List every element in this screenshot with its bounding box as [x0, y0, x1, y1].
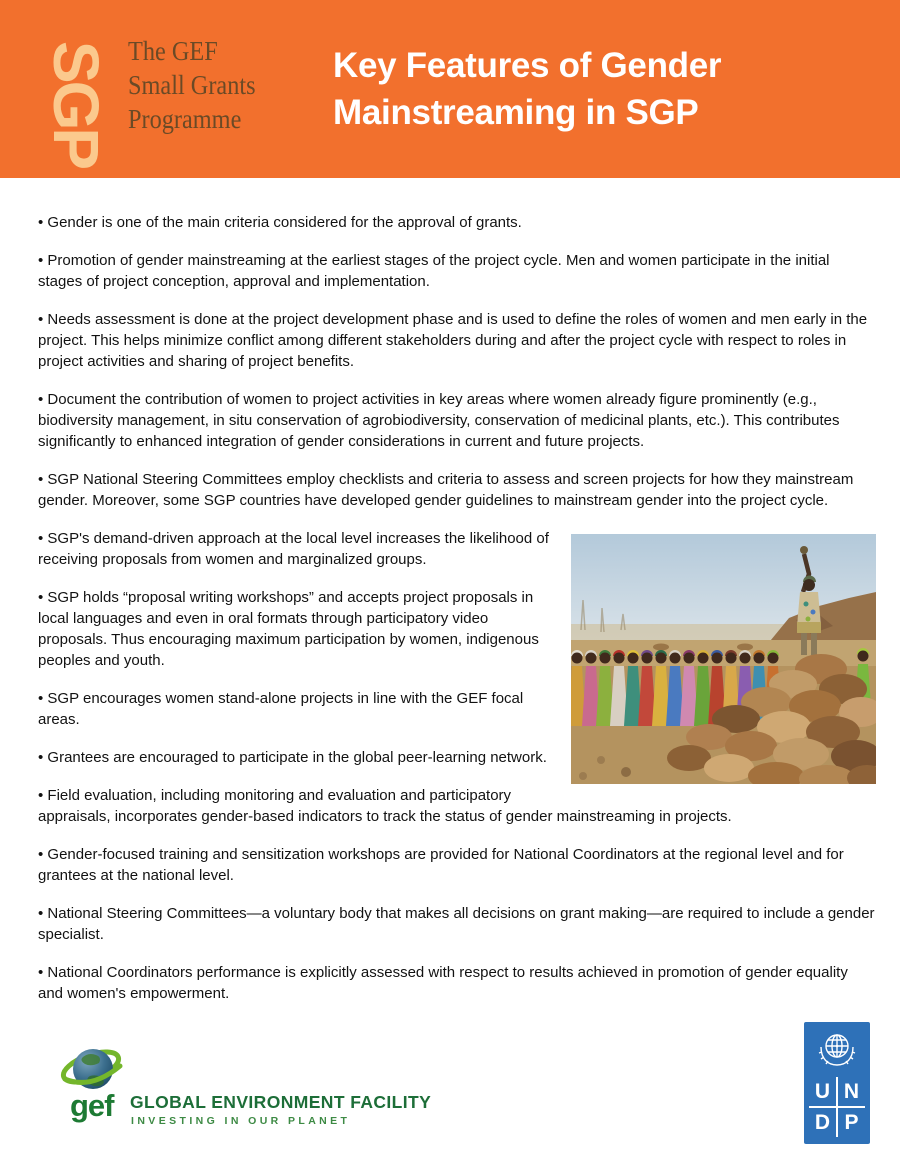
- gef-tagline: INVESTING IN OUR PLANET: [131, 1115, 351, 1127]
- undp-letter: P: [838, 1108, 865, 1137]
- sgp-logo-line: Small Grants: [128, 70, 256, 100]
- gef-logo: [60, 1040, 460, 1145]
- undp-letter-grid: [809, 1077, 865, 1137]
- bullet-item: • Gender is one of the main criteria considered for the approval of grants.: [38, 214, 522, 231]
- page-title: [333, 42, 721, 136]
- header-band: [0, 0, 900, 178]
- bullet-item: • Needs assessment is done at the project development phase and is used to define the roles of women and men early in the project. This helps minimize conflict among different stakeholders during and after the project cycle with respect to roles in project activities and sharing of project benefits.: [38, 311, 868, 370]
- bullet-item: • National Coordinators performance is explicitly assessed with respect to results achieved in promotion of gender equality and women's empowerment.: [38, 964, 848, 1002]
- undp-letter: N: [838, 1077, 865, 1106]
- bullet-item: • SGP encourages women stand-alone projects in line with the GEF focal areas.: [38, 690, 524, 728]
- gef-name: GLOBAL ENVIRONMENT FACILITY: [130, 1092, 432, 1112]
- bullet-item: • Document the contribution of women to project activities in key areas where women already figure prominently (e.g., biodiversity management, in situ conservation of agrobiodiversity, conservation of medicinal plants, etc.). This contributes significantly to enhanced integration of gender considerations in current and future projects.: [38, 391, 840, 450]
- undp-letter: U: [809, 1077, 836, 1106]
- bullet-item: • SGP's demand-driven approach at the local level increases the likelihood of receiving proposals from women and marginalized groups.: [38, 530, 549, 568]
- page-title-line1: Key Features of Gender: [333, 46, 722, 85]
- bullet-item: • SGP National Steering Committees employ checklists and criteria to assess and screen projects for how they mainstream gender. Moreover, some SGP countries have developed gender guidelines to mainstream gender into the project cycle.: [38, 471, 854, 509]
- sgp-logo-line: The GEF: [128, 36, 218, 66]
- page-title-line2: Mainstreaming in SGP: [333, 93, 699, 132]
- field-photo: [571, 534, 876, 784]
- bullet-item: • National Steering Committees—a voluntary body that makes all decisions on grant making—are required to include a gender specialist.: [38, 905, 875, 943]
- undp-logo: [804, 1022, 870, 1144]
- undp-letter: D: [809, 1108, 836, 1137]
- sgp-logo: [38, 26, 114, 182]
- sgp-logo-wordmark: [128, 34, 256, 136]
- gef-acronym: gef: [70, 1088, 114, 1123]
- bullet-item: • SGP holds “proposal writing workshops” and accepts project proposals in local languages and even in oral formats through participatory video proposals. Thus encouraging maximum participation by women, indigenous peoples and youth.: [38, 589, 539, 669]
- bullet-list: [38, 178, 876, 1021]
- bullet-item: • Field evaluation, including monitoring and evaluation and participatory appraisals, incorporates gender-based indicators to track the status of gender mainstreaming in projects.: [38, 787, 732, 825]
- bullet-item: • Grantees are encouraged to participate in the global peer-learning network.: [38, 749, 547, 766]
- bullet-item: • Gender-focused training and sensitization workshops are provided for National Coordinators at the regional level and for grantees at the national level.: [38, 846, 844, 884]
- sgp-logo-line: Programme: [128, 104, 242, 134]
- sgp-logo-acronym: SGP: [40, 40, 112, 168]
- bullet-item: • Promotion of gender mainstreaming at the earliest stages of the project cycle. Men and women participate in the initial stages of project conception, approval and implementation.: [38, 252, 830, 290]
- un-emblem-icon: [815, 1028, 859, 1074]
- field-photo-illustration: [571, 534, 876, 784]
